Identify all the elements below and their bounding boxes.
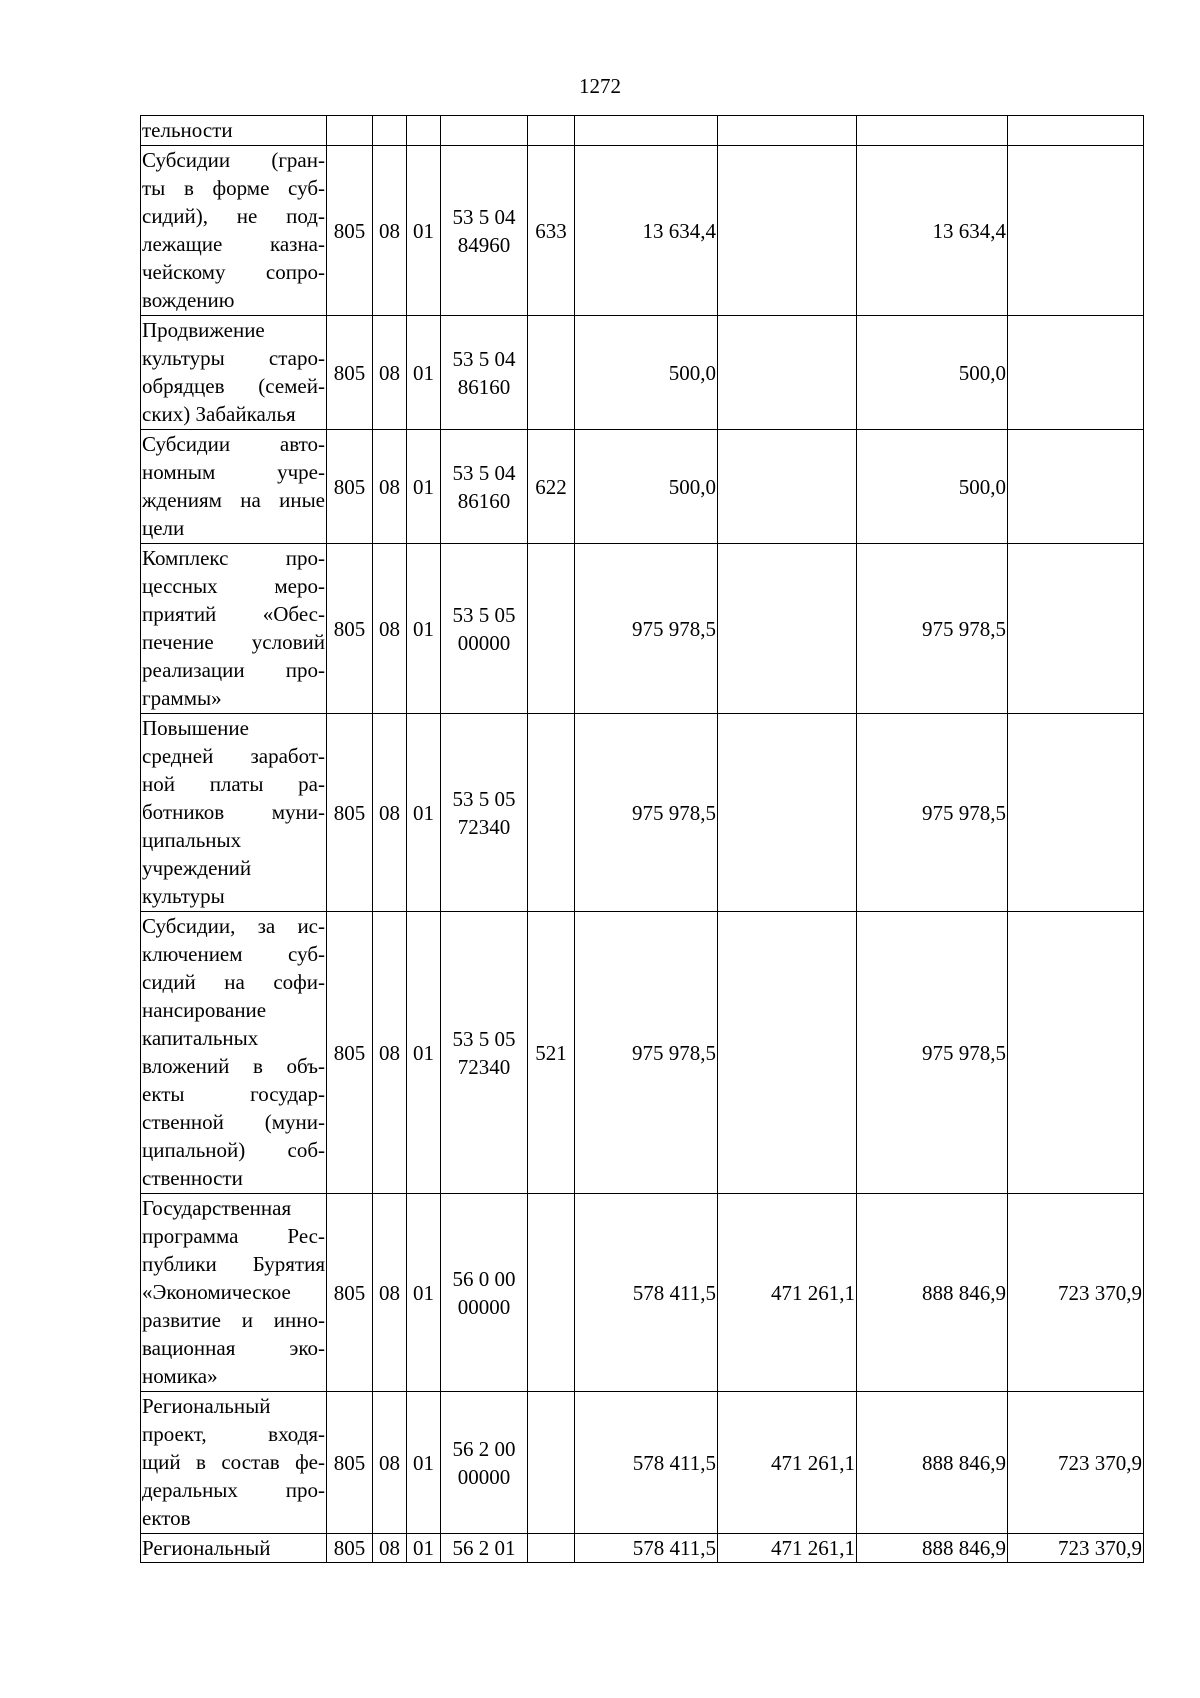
name-line: щий в состав фе- (142, 1450, 325, 1474)
target-article-line: 00000 (457, 630, 511, 655)
cell-expense-name (141, 714, 327, 912)
cell-amount-3: 975 978,5 (857, 714, 1008, 912)
target-article-line: 53 5 04 (452, 460, 516, 485)
cell-amount-1: 975 978,5 (575, 544, 718, 714)
cell-amount-4: 723 370,9 (1008, 1194, 1144, 1392)
cell-expense-name (141, 1534, 327, 1563)
cell-expense-type (528, 714, 575, 912)
name-line: ботников муни- (142, 800, 325, 824)
cell-department-code: 805 (327, 316, 373, 430)
cell-target-article (441, 1534, 528, 1563)
name-line: номика» (142, 1364, 218, 1388)
name-line: тельности (142, 118, 233, 142)
cell-expense-name (141, 430, 327, 544)
name-line: Субсидии, за ис- (142, 914, 325, 938)
cell-department-code: 805 (327, 1392, 373, 1534)
cell-amount-4: 723 370,9 (1008, 1534, 1144, 1563)
name-line: деральных про- (142, 1478, 325, 1502)
cell-amount-4 (1008, 430, 1144, 544)
cell-expense-type: 521 (528, 912, 575, 1194)
target-article-line: 53 5 05 (452, 1026, 516, 1051)
cell-amount-3: 888 846,9 (857, 1534, 1008, 1563)
cell-amount-4 (1008, 316, 1144, 430)
name-line: ственности (142, 1166, 243, 1190)
name-line: ключением суб- (142, 942, 325, 966)
cell-amount-2: 471 261,1 (718, 1194, 857, 1392)
name-line: Комплекс про- (142, 546, 325, 570)
cell-expense-name (141, 912, 327, 1194)
cell-amount-4 (1008, 116, 1144, 146)
target-article-line: 53 5 04 (452, 204, 516, 229)
cell-subsection-code: 01 (407, 316, 441, 430)
cell-target-article (441, 1194, 528, 1392)
cell-subsection-code: 01 (407, 544, 441, 714)
cell-amount-2: 471 261,1 (718, 1534, 857, 1563)
cell-target-article (441, 116, 528, 146)
target-article-line: 86160 (457, 488, 511, 513)
table-row (141, 116, 1144, 146)
cell-amount-3: 888 846,9 (857, 1392, 1008, 1534)
table-row (141, 1194, 1144, 1392)
cell-amount-3: 13 634,4 (857, 146, 1008, 316)
name-line: вложений в объ- (142, 1054, 325, 1078)
name-line: Государственная (142, 1196, 292, 1220)
name-line: Региональный (142, 1394, 271, 1418)
cell-expense-type (528, 1194, 575, 1392)
cell-amount-1: 578 411,5 (575, 1194, 718, 1392)
cell-amount-2 (718, 146, 857, 316)
cell-target-article (441, 316, 528, 430)
cell-amount-2 (718, 116, 857, 146)
target-article-line: 53 5 05 (452, 602, 516, 627)
cell-section-code: 08 (373, 544, 407, 714)
cell-amount-1 (575, 116, 718, 146)
cell-section-code: 08 (373, 912, 407, 1194)
cell-amount-2 (718, 544, 857, 714)
cell-amount-4 (1008, 714, 1144, 912)
cell-expense-name (141, 116, 327, 146)
cell-subsection-code: 01 (407, 912, 441, 1194)
cell-expense-name (141, 316, 327, 430)
name-line: «Экономическое (142, 1280, 291, 1304)
name-line: ной платы ра- (142, 772, 325, 796)
name-line: проект, входя- (142, 1422, 325, 1446)
target-article-line: 72340 (457, 814, 511, 839)
name-line: лежащие казна- (142, 232, 325, 256)
cell-department-code: 805 (327, 912, 373, 1194)
target-article-line: 56 0 00 (452, 1266, 516, 1291)
cell-target-article (441, 146, 528, 316)
cell-amount-2 (718, 316, 857, 430)
name-line: Региональный (142, 1536, 271, 1560)
cell-target-article (441, 714, 528, 912)
cell-section-code: 08 (373, 146, 407, 316)
table-row (141, 430, 1144, 544)
budget-table (140, 115, 1144, 1563)
target-article-line: 53 5 04 (452, 346, 516, 371)
cell-department-code: 805 (327, 1534, 373, 1563)
name-line: развитие и инно- (142, 1308, 325, 1332)
name-line: граммы» (142, 686, 222, 710)
cell-amount-3 (857, 116, 1008, 146)
cell-department-code: 805 (327, 430, 373, 544)
name-line: культуры старо- (142, 346, 325, 370)
cell-expense-type (528, 1534, 575, 1563)
target-article-line: 53 5 05 (452, 786, 516, 811)
name-line: капитальных (142, 1026, 259, 1050)
cell-amount-2: 471 261,1 (718, 1392, 857, 1534)
cell-subsection-code: 01 (407, 1392, 441, 1534)
cell-expense-type: 622 (528, 430, 575, 544)
name-line: ектов (142, 1506, 191, 1530)
name-line: публики Бурятия (142, 1252, 325, 1276)
cell-target-article (441, 912, 528, 1194)
table-row (141, 714, 1144, 912)
cell-section-code: 08 (373, 1392, 407, 1534)
name-line: цессных меро- (142, 574, 325, 598)
name-line: ципальных (142, 828, 242, 852)
cell-expense-name (141, 1194, 327, 1392)
cell-department-code (327, 116, 373, 146)
name-line: Продвижение (142, 318, 265, 342)
cell-amount-3: 888 846,9 (857, 1194, 1008, 1392)
name-line: средней заработ- (142, 744, 325, 768)
name-line: цели (142, 516, 185, 540)
name-line: культуры (142, 884, 225, 908)
cell-amount-1: 578 411,5 (575, 1392, 718, 1534)
name-line: екты государ- (142, 1082, 325, 1106)
target-article-line: 56 2 00 (452, 1436, 516, 1461)
cell-department-code: 805 (327, 544, 373, 714)
cell-expense-type: 633 (528, 146, 575, 316)
cell-expense-name (141, 1392, 327, 1534)
name-line: ственной (муни- (142, 1110, 325, 1134)
cell-section-code: 08 (373, 1534, 407, 1563)
cell-amount-4 (1008, 912, 1144, 1194)
table-row (141, 1392, 1144, 1534)
target-article-line: 84960 (457, 232, 511, 257)
target-article-line: 00000 (457, 1464, 511, 1489)
table-row (141, 146, 1144, 316)
name-line: реализации про- (142, 658, 325, 682)
cell-section-code: 08 (373, 1194, 407, 1392)
table-row (141, 316, 1144, 430)
name-line: ципальной) соб- (142, 1138, 325, 1162)
cell-target-article (441, 544, 528, 714)
cell-department-code: 805 (327, 714, 373, 912)
cell-amount-3: 975 978,5 (857, 912, 1008, 1194)
name-line: Субсидии авто- (142, 432, 325, 456)
table-body (141, 116, 1144, 1563)
cell-target-article (441, 1392, 528, 1534)
cell-amount-2 (718, 430, 857, 544)
cell-subsection-code: 01 (407, 146, 441, 316)
cell-department-code: 805 (327, 1194, 373, 1392)
name-line: ты в форме суб- (142, 176, 325, 200)
name-line: чейскому сопро- (142, 260, 325, 284)
cell-department-code: 805 (327, 146, 373, 316)
name-line: ждениям на иные (142, 488, 325, 512)
cell-subsection-code: 01 (407, 430, 441, 544)
name-line: ских) Забайкалья (142, 402, 296, 426)
cell-section-code: 08 (373, 714, 407, 912)
cell-amount-1: 500,0 (575, 430, 718, 544)
cell-expense-type (528, 116, 575, 146)
cell-expense-name (141, 544, 327, 714)
table-row (141, 912, 1144, 1194)
cell-amount-4 (1008, 146, 1144, 316)
cell-amount-1: 578 411,5 (575, 1534, 718, 1563)
name-line: программа Рес- (142, 1224, 325, 1248)
cell-amount-1: 975 978,5 (575, 912, 718, 1194)
target-article-line: 86160 (457, 374, 511, 399)
target-article-line: 56 2 01 (452, 1536, 516, 1560)
target-article-line: 72340 (457, 1054, 511, 1079)
cell-expense-type (528, 316, 575, 430)
table-row (141, 1534, 1144, 1563)
cell-expense-type (528, 1392, 575, 1534)
page-number: 1272 (579, 74, 621, 98)
cell-subsection-code: 01 (407, 1194, 441, 1392)
name-line: сидий), не под- (142, 204, 325, 228)
cell-amount-3: 500,0 (857, 430, 1008, 544)
cell-amount-4: 723 370,9 (1008, 1392, 1144, 1534)
cell-amount-1: 500,0 (575, 316, 718, 430)
cell-section-code: 08 (373, 316, 407, 430)
name-line: вационная эко- (142, 1336, 325, 1360)
name-line: Повышение (142, 716, 249, 740)
cell-subsection-code: 01 (407, 714, 441, 912)
cell-amount-2 (718, 912, 857, 1194)
cell-amount-3: 975 978,5 (857, 544, 1008, 714)
cell-amount-2 (718, 714, 857, 912)
name-line: нансирование (142, 998, 267, 1022)
cell-subsection-code: 01 (407, 1534, 441, 1563)
name-line: сидий на софи- (142, 970, 325, 994)
target-article-line: 00000 (457, 1294, 511, 1319)
name-line: Субсидии (гран- (142, 148, 325, 172)
cell-amount-3: 500,0 (857, 316, 1008, 430)
name-line: приятий «Обес- (142, 602, 325, 626)
name-line: учреждений (142, 856, 252, 880)
table-row (141, 544, 1144, 714)
cell-expense-name (141, 146, 327, 316)
cell-expense-type (528, 544, 575, 714)
name-line: номным учре- (142, 460, 325, 484)
cell-amount-4 (1008, 544, 1144, 714)
name-line: вождению (142, 288, 235, 312)
cell-amount-1: 13 634,4 (575, 146, 718, 316)
name-line: обрядцев (семей- (142, 374, 325, 398)
cell-subsection-code (407, 116, 441, 146)
name-line: печение условий (142, 630, 325, 654)
cell-amount-1: 975 978,5 (575, 714, 718, 912)
cell-target-article (441, 430, 528, 544)
cell-section-code: 08 (373, 430, 407, 544)
cell-section-code (373, 116, 407, 146)
